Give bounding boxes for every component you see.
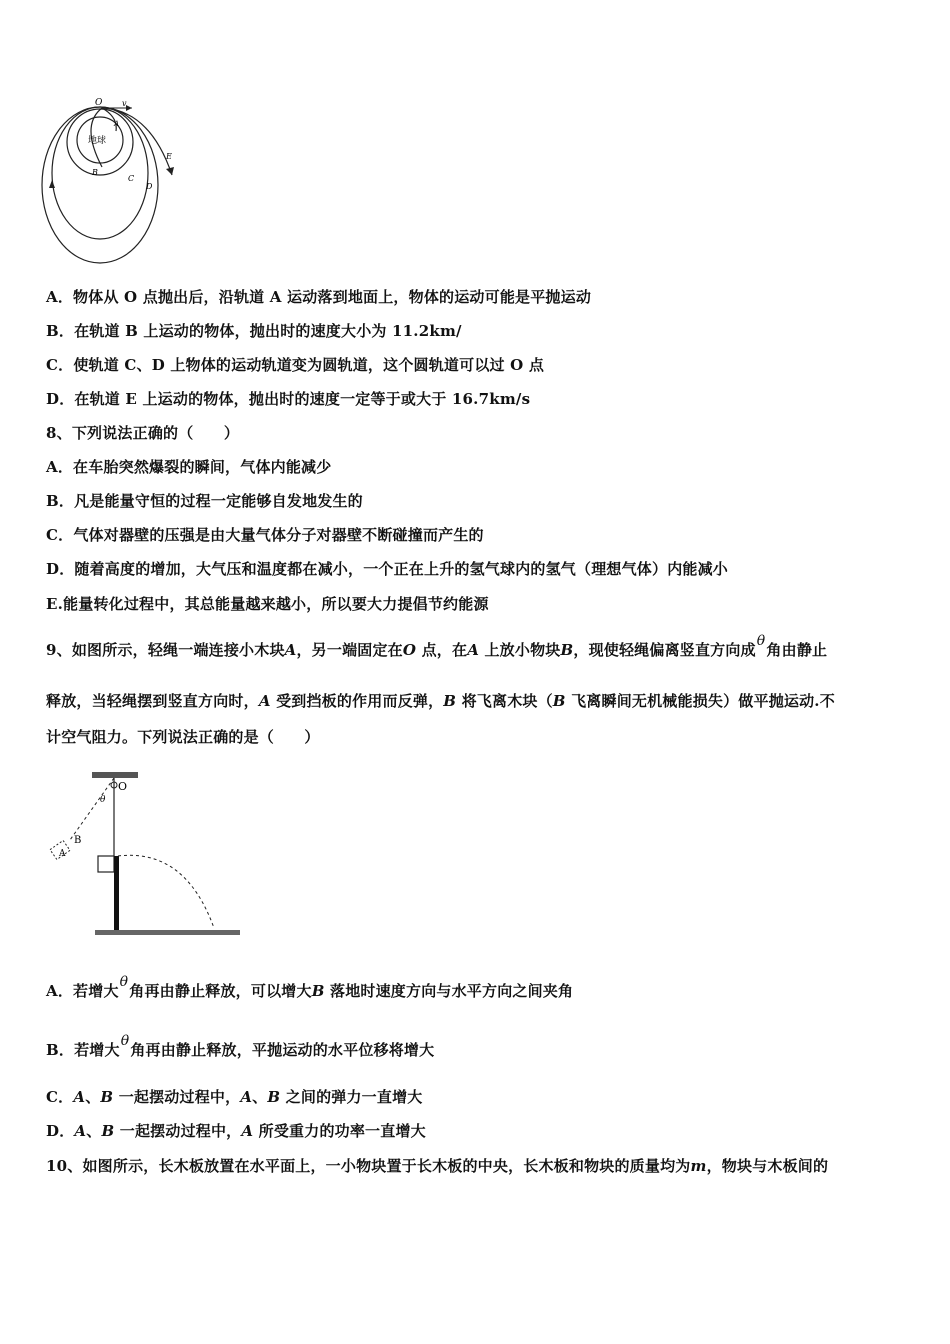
tilted-rope <box>70 778 114 840</box>
label-v: v <box>122 99 127 108</box>
orbit-d <box>42 107 158 263</box>
ground <box>95 930 240 935</box>
label-b-pendulum: B <box>74 835 82 846</box>
velocity-arrowhead <box>126 105 132 111</box>
q8-option-c: C．气体对器壁的压强是由大量气体分子对器壁不断碰撞而产生的 <box>46 526 484 544</box>
label-b: B <box>92 168 98 177</box>
q10-stem: 10、如图所示，长木板放置在水平面上，一小物块置于长木板的中央，长木板和物块的质量均为m，物块与木板间的 <box>46 1157 829 1175</box>
label-a-pendulum: A <box>59 849 66 859</box>
theta-symbol: θ <box>756 633 766 649</box>
label-o-pendulum: O <box>118 780 128 793</box>
q8-stem: 8、下列说法正确的（ ） <box>46 424 240 442</box>
q8-option-d: D．随着高度的增加，大气压和温度都在减小，一个正在上升的氢气球内的氢气（理想气体）内能减小 <box>46 560 729 578</box>
q9-stem-line3: 计空气阻力。下列说法正确的是（ ） <box>46 728 320 746</box>
label-earth: 地球 <box>88 136 107 146</box>
q8-option-e: E.能量转化过程中，其总能量越来越小，所以要大力提倡节约能源 <box>46 595 489 613</box>
label-o: O <box>95 98 103 108</box>
q9-stem-line1: 9、如图所示，轻绳一端连接小木块A，另一端固定在O 点，在A 上放小物块B，现使轻绳偏离竖直方向成θ角由静止 <box>46 633 828 659</box>
trajectory <box>118 855 214 928</box>
q9-stem-line2: 释放，当轻绳摆到竖直方向时，A 受到挡板的作用而反弹，B 将飞离木块（B 飞离瞬间无机械能损失）做平抛运动.不 <box>46 692 835 710</box>
q9-option-b: B．若增大θ角再由静止释放，平抛运动的水平位移将增大 <box>46 1033 435 1059</box>
baffle <box>114 856 119 932</box>
q8-option-b: B．凡是能量守恒的过程一定能够自发地发生的 <box>46 492 363 510</box>
block-a <box>98 856 114 872</box>
q7-option-d: D．在轨道 E 上运动的物体，抛出时的速度一定等于或大于 16.7km/s <box>46 390 531 408</box>
e-arrowhead <box>166 167 174 175</box>
pendulum-figure <box>40 768 250 943</box>
orbit-e <box>102 108 172 175</box>
q8-option-a: A．在车胎突然爆裂的瞬间，气体内能减少 <box>46 458 332 476</box>
q7-option-c: C．使轨道 C、D 上物体的运动轨道变为圆轨道，这个圆轨道可以过 O 点 <box>46 356 545 374</box>
orbit-figure <box>40 95 190 265</box>
q9-option-d: D．A、B 一起摆动过程中，A 所受重力的功率一直增大 <box>46 1122 426 1140</box>
label-a: A <box>114 120 120 128</box>
label-c: C <box>128 174 135 183</box>
label-d: D <box>146 182 153 191</box>
q9-option-c: C．A、B 一起摆动过程中，A、B 之间的弹力一直增大 <box>46 1088 423 1106</box>
ceiling <box>92 772 138 778</box>
q7-option-b: B．在轨道 B 上运动的物体，抛出时的速度大小为 11.2km/ <box>46 322 462 340</box>
q9-option-a: A．若增大θ角再由静止释放，可以增大B 落地时速度方向与水平方向之间夹角 <box>46 974 574 1000</box>
orbit-c <box>52 107 148 239</box>
left-arrowhead <box>49 180 55 188</box>
label-theta: θ <box>100 795 106 805</box>
q7-option-a: A．物体从 O 点抛出后，沿轨道 A 运动落到地面上，物体的运动可能是平抛运动 <box>46 288 592 306</box>
label-e: E <box>166 152 172 161</box>
